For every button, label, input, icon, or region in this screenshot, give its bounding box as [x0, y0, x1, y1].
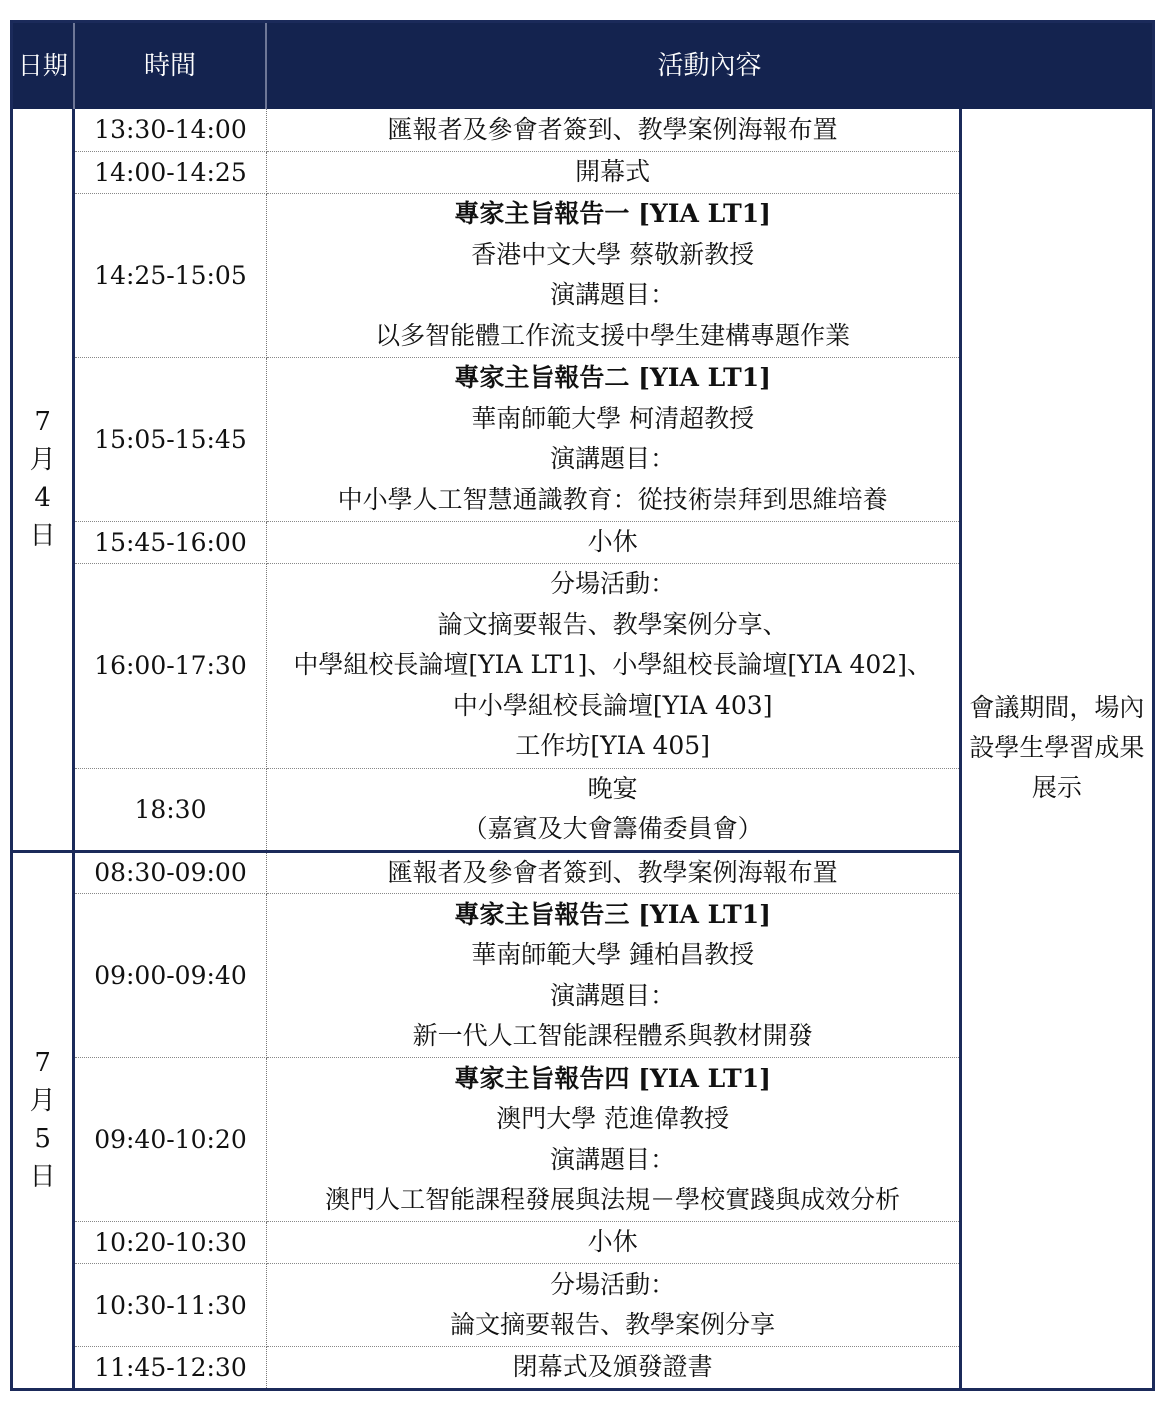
activity-line: 匯報者及參會者簽到、教學案例海報布置: [387, 857, 838, 887]
activity-line: 演講題目：: [550, 980, 676, 1010]
activity-line: 開幕式: [575, 156, 651, 186]
session-activity: [266, 193, 960, 357]
schedule-body: [12, 109, 1154, 1389]
activity-line: 中學組校長論壇[YIA LT1]、小學組校長論壇[YIA 402]、: [293, 650, 932, 680]
header-date: 日期: [12, 22, 74, 110]
date-char: 7: [34, 407, 51, 438]
activity-line: 演講題目：: [550, 1144, 676, 1174]
activity-line: 論文摘要報告、教學案例分享: [450, 1310, 776, 1339]
date-char: 日: [29, 1162, 56, 1192]
session-time: 15:05-15:45: [74, 357, 266, 521]
session-time: 09:00-09:40: [74, 894, 266, 1058]
activity-line: 澳門人工智能課程發展與法規－學校實踐與成效分析: [325, 1185, 901, 1214]
day-date-cell: [12, 109, 74, 851]
session-activity: [266, 768, 960, 851]
activity-line: 閉幕式及頒發證書: [512, 1352, 713, 1381]
header-activity: 活動內容: [266, 22, 1153, 110]
activity-line: （嘉賓及大會籌備委員會）: [462, 814, 763, 843]
session-time: 13:30-14:00: [74, 109, 266, 151]
session-activity: [266, 151, 960, 193]
session-activity: [266, 894, 960, 1058]
date-char: 月: [29, 1086, 56, 1116]
activity-line: 中小學組校長論壇[YIA 403]: [452, 690, 773, 720]
session-time: 15:45-16:00: [74, 521, 266, 563]
date-char: 7: [34, 1048, 51, 1078]
session-time: 08:30-09:00: [74, 851, 266, 894]
activity-line: 華南師範大學 柯清超教授: [471, 403, 755, 433]
activity-line: 分場活動：: [550, 1269, 676, 1299]
activity-line: 工作坊[YIA 405]: [515, 731, 710, 761]
activity-line: 論文摘要報告、教學案例分享、: [437, 609, 788, 639]
table-row: [12, 109, 1154, 151]
session-activity: [266, 109, 960, 151]
activity-line: 中小學人工智慧通識教育：從技術崇拜到思維培養: [337, 484, 888, 514]
activity-line: 以多智能體工作流支援中學生建構專題作業: [375, 320, 851, 350]
activity-line: 演講題目：: [550, 444, 676, 473]
date-char: 日: [29, 521, 56, 552]
day-date-cell: [12, 851, 74, 1389]
table-header: [12, 22, 1154, 110]
activity-line: 晚宴: [587, 773, 638, 803]
activity-line: 華南師範大學 鍾柏昌教授: [471, 940, 755, 969]
activity-line: 新一代人工智能課程體系與教材開發: [412, 1021, 813, 1050]
date-char: 5: [34, 1124, 51, 1154]
activity-line: 小休: [587, 526, 638, 556]
session-time: 09:40-10:20: [74, 1058, 266, 1222]
exhibition-note: 會議期間，場內設學生學習成果展示: [969, 693, 1145, 803]
session-time: 10:20-10:30: [74, 1222, 266, 1264]
session-activity: [266, 1264, 960, 1347]
session-time: 11:45-12:30: [74, 1347, 266, 1390]
activity-line: 小休: [587, 1227, 638, 1257]
session-activity: [266, 1347, 960, 1390]
session-time: 14:25-15:05: [74, 193, 266, 357]
session-activity: [266, 1222, 960, 1264]
keynote-title: 專家主旨報告二 [YIA LT1]: [454, 363, 771, 392]
session-time: 16:00-17:30: [74, 563, 266, 768]
session-time: 14:00-14:25: [74, 151, 266, 193]
session-activity: [266, 521, 960, 563]
activity-line: 香港中文大學 蔡敬新教授: [471, 239, 755, 269]
activity-line: 演講題目：: [550, 280, 676, 309]
keynote-title: 專家主旨報告四 [YIA LT1]: [454, 1063, 771, 1093]
activity-line: 匯報者及參會者簽到、教學案例海報布置: [387, 114, 838, 144]
session-activity: [266, 1058, 960, 1222]
keynote-title: 專家主旨報告三 [YIA LT1]: [454, 899, 771, 929]
activity-line: 澳門大學 范進偉教授: [496, 1104, 730, 1133]
keynote-title: 專家主旨報告一 [YIA LT1]: [454, 199, 771, 228]
session-time: 18:30: [74, 768, 266, 851]
date-char: 月: [29, 445, 56, 476]
session-activity: [266, 563, 960, 768]
schedule-table: [10, 20, 1155, 1391]
header-time: 時間: [74, 22, 266, 110]
session-time: 10:30-11:30: [74, 1264, 266, 1347]
date-char: 4: [34, 483, 51, 514]
session-activity: [266, 851, 960, 894]
activity-line: 分場活動：: [550, 569, 676, 599]
session-activity: [266, 357, 960, 521]
